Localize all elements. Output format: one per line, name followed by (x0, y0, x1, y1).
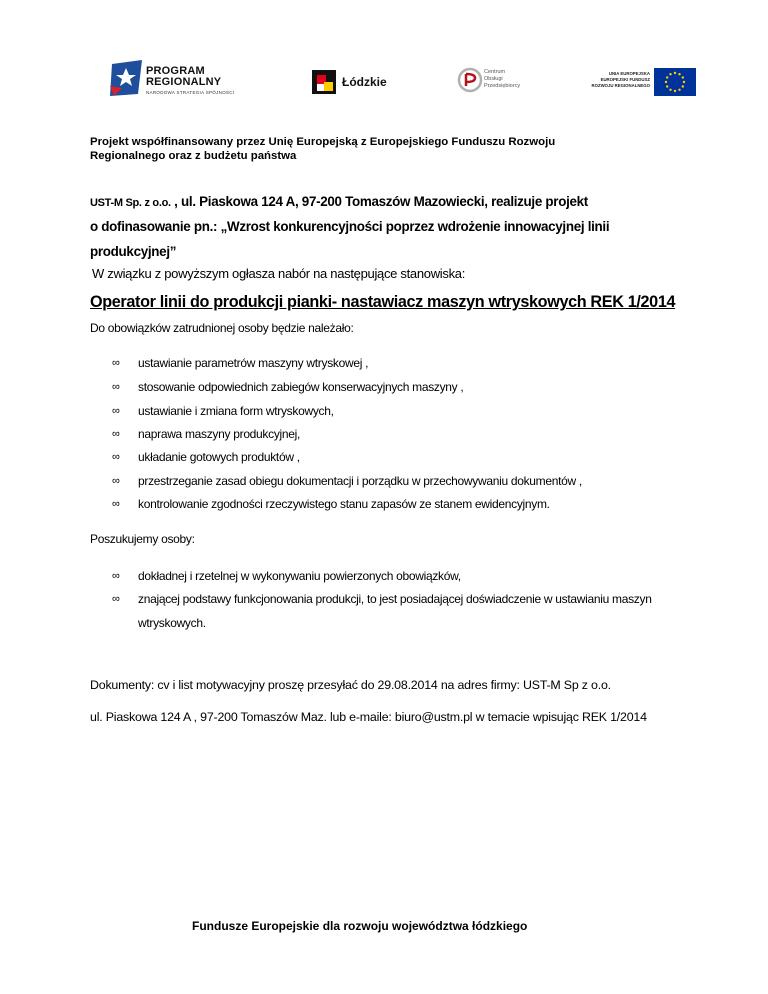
job-title: Operator linii do produkcji pianki- nastawiacz maszyn wtryskowych REK 1/2014 (90, 293, 676, 311)
lodzkie-mark-icon (312, 70, 336, 94)
eu-fund-name: UNIA EUROPEJSKA EUROPEJSKI FUNDUSZ ROZWOJU REGIONALNEGO (591, 71, 650, 88)
lodzkie-logo (312, 70, 397, 94)
bullet-icon: ∞ (112, 381, 120, 393)
cop-logo (457, 67, 537, 95)
project-line-2: o dofinasowanie pn.: „Wzrost konkurencyjności poprzez wdrożenie innowacyjnej linii (90, 219, 610, 234)
cop-emblem-icon (457, 67, 483, 93)
company-name: UST-M Sp. z o.o. (90, 197, 171, 209)
requirements-heading: Poszukujemy osoby: (90, 532, 195, 546)
bullet-icon: ∞ (112, 451, 120, 463)
bullet-icon: ∞ (112, 570, 120, 582)
documents-line-2: ul. Piaskowa 124 A , 97-200 Tomaszów Maz. lub e-maile: biuro@ustm.pl w temacie wpisując REK 1/2014 (90, 710, 647, 724)
project-line-3: produkcyjnej” (90, 244, 177, 259)
eu-flag-icon (654, 68, 696, 96)
lodzkie-name: Łódzkie (342, 75, 387, 89)
requirement-item: znającej podstawy funkcjonowania produkcji, to jest posiadającej doświadczenie w ustawianiu maszyn (138, 592, 652, 606)
documents-line-1: Dokumenty: cv i list motywacyjny proszę przesyłać do 29.08.2014 na adres firmy: UST-M Sp z o.o. (90, 678, 611, 692)
duty-item: stosowanie odpowiednich zabiegów konserwacyjnych maszyny , (138, 380, 464, 394)
requirement-item: dokładnej i rzetelnej w wykonywaniu powierzonych obowiązków, (138, 569, 461, 583)
requirement-item-continuation: wtryskowych. (138, 616, 206, 630)
duty-item: ustawianie parametrów maszyny wtryskowej , (138, 356, 369, 370)
program-regionalny-subtitle: NARODOWA STRATEGIA SPÓJNOŚCI (146, 90, 235, 95)
duty-item: układanie gotowych produktów , (138, 450, 300, 464)
program-regionalny-emblem-icon (108, 58, 146, 98)
duty-item: przestrzeganie zasad obiegu dokumentacji i porządku w przechowywaniu dokumentów , (138, 474, 582, 488)
bullet-icon: ∞ (112, 593, 120, 605)
duty-item: naprawa maszyny produkcyjnej, (138, 427, 301, 441)
bullet-icon: ∞ (112, 357, 120, 369)
cofinancing-statement: Projekt współfinansowany przez Unię Europejską z Europejskiego Funduszu Rozwoju Regionalnego oraz z budżetu państwa (90, 136, 556, 162)
program-regionalny-title: PROGRAM REGIONALNY (146, 65, 222, 88)
cop-name: Centrum Obsługi Przedsiębiorcy (484, 69, 521, 89)
footer-text: Fundusze Europejskie dla rozwoju województwa łódzkiego (192, 919, 528, 933)
duty-item: ustawianie i zmiana form wtryskowych, (138, 404, 334, 418)
duty-item: kontrolowanie zgodności rzeczywistego stanu zapasów ze stanem ewidencyjnym. (138, 497, 550, 511)
bullet-icon: ∞ (112, 405, 120, 417)
bullet-icon: ∞ (112, 498, 120, 510)
duties-heading: Do obowiązków zatrudnionej osoby będzie należało: (90, 321, 354, 335)
bullet-icon: ∞ (112, 475, 120, 487)
eu-logo (578, 68, 696, 96)
announcement: W związku z powyższym ogłasza nabór na następujące stanowiska: (92, 266, 466, 281)
bullet-icon: ∞ (112, 428, 120, 440)
program-regionalny-logo (108, 58, 258, 100)
project-line-1: UST-M Sp. z o.o. , ul. Piaskowa 124 A, 97-200 Tomaszów Mazowiecki, realizuje projekt (90, 194, 588, 209)
